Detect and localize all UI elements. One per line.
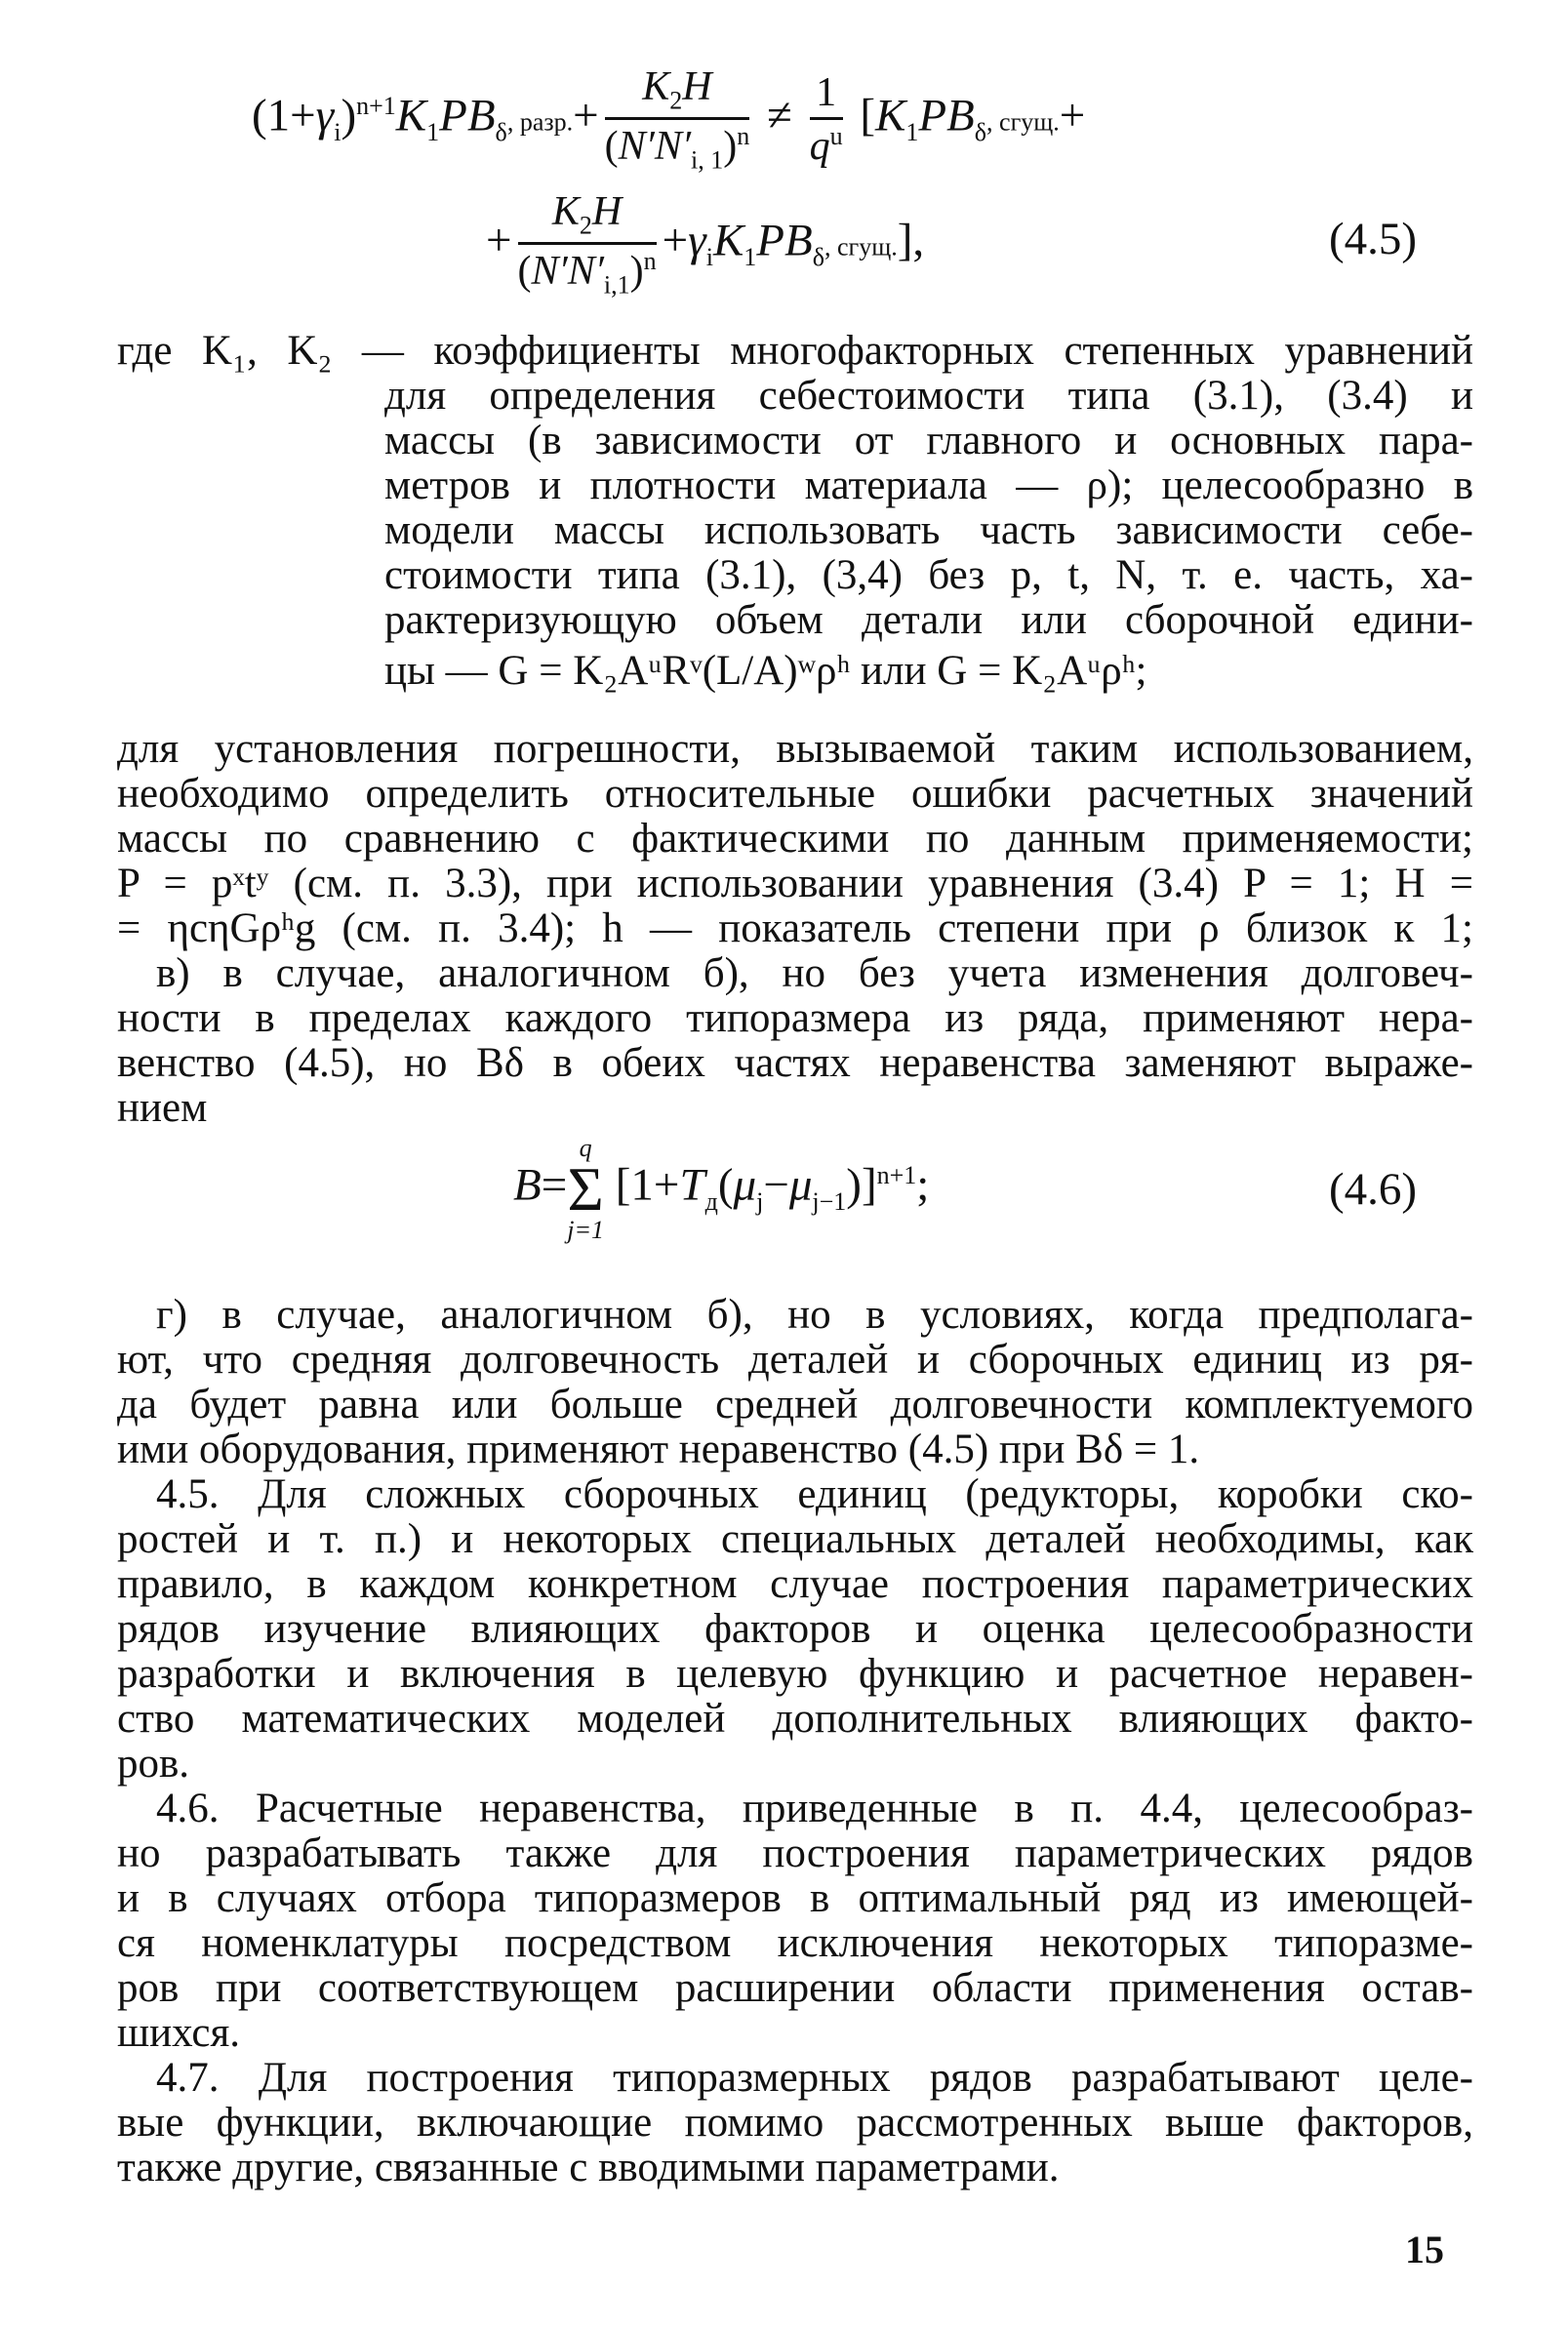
text-line: ся номенклатуры посредством исключения некоторых типоразме- (117, 1920, 1473, 1966)
text-line: стоимости типа (3.1), (3,4) без p, t, N, т. е. часть, ха- (384, 552, 1473, 598)
text-line: ров. (117, 1741, 190, 1787)
text-line: 4.6. Расчетные неравенства, приведенные в п. 4.4, целесообраз- (156, 1786, 1473, 1831)
equation-4-5-line-1: $(1+\gamma_i)^{n+1}K_1PB_\delta$, разр.+ $\frac{K_2H}{(N'N'_{i, 1})^n}$ ≠ $\frac{1}{q^u}$ [$K_1PB_\delta$, сгущ.+ (252, 64, 1086, 175)
equation-4-6: B= q Σ j=1 $[1+T_д(\mu_j-\mu_{j-1})]^{n+1}$; (513, 1134, 930, 1244)
text-line: = ηcηGρʰg (см. п. 3.4); h — показатель степени при ρ близок к 1; (117, 905, 1473, 951)
text-line: 4.7. Для построения типоразмерных рядов разрабатывают целе- (156, 2055, 1473, 2101)
text-line: P = pˣtʸ (см. п. 3.3), при использовании уравнения (3.4) P = 1; H = (117, 861, 1473, 906)
text-line: для установления погрешности, вызываемой таким использованием, (117, 726, 1473, 772)
text-line: но разрабатывать также для построения параметрических рядов (117, 1830, 1473, 1876)
text-line: 4.5. Для сложных сборочных единиц (редукторы, коробки ско- (156, 1471, 1473, 1517)
text-line: также другие, связанные с вводимыми параметрами. (117, 2145, 1060, 2190)
equation-4-5-line-2: + $\frac{K_2H}{(N'N'_{i,1})^n}$ $+\gamma_iK_1PB_\delta$, сгущ.], (486, 189, 925, 300)
text-line: где K₁, K₂ — коэффициенты многофакторных степенных уравнений (117, 328, 1473, 374)
equation-4-6-number: (4.6) (1329, 1164, 1418, 1215)
text-line: и в случаях отбора типоразмеров в оптимальный ряд из имеющей- (117, 1875, 1473, 1921)
text-line: массы (в зависимости от главного и основных пара- (384, 418, 1473, 463)
text-line: необходимо определить относительные ошибки расчетных значений (117, 771, 1473, 817)
text-line: для определения себестоимости типа (3.1), (3.4) и (384, 373, 1473, 419)
text-line: ют, что средняя долговечность деталей и сборочных единиц из ря- (117, 1337, 1473, 1383)
text-line: ростей и т. п.) и некоторых специальных деталей необходимы, как (117, 1516, 1473, 1562)
text-line: вые функции, включающие помимо рассмотренных выше факторов, (117, 2100, 1473, 2146)
text-line: массы по сравнению с фактическими по данным применяемости; (117, 816, 1473, 862)
text-line: метров и плотности материала — ρ); целесообразно в (384, 462, 1473, 508)
text-line: г) в случае, аналогичном б), но в условиях, когда предполага- (156, 1292, 1473, 1338)
text-line: да будет равна или больше средней долговечности комплектуемого (117, 1382, 1473, 1427)
text-line: шихся. (117, 2010, 240, 2056)
text-line: ими оборудования, применяют неравенство (4.5) при Bδ = 1. (117, 1426, 1200, 1472)
text-line: цы — G = K₂AᵘRᵛ(L/A)ʷρʰ или G = K₂Aᵘρʰ; (384, 648, 1147, 694)
text-line: рядов изучение влияющих факторов и оценка целесообразности (117, 1606, 1473, 1652)
text-line: ности в пределах каждого типоразмера из ряда, применяют нера- (117, 995, 1473, 1041)
page-number: 15 (1405, 2228, 1444, 2271)
text-line: нием (117, 1085, 208, 1131)
text-line: рактеризующую объем детали или сборочной едини- (384, 597, 1473, 643)
text-line: ство математических моделей дополнительных влияющих факто- (117, 1696, 1473, 1742)
text-line: ров при соответствующем расширении области применения остав- (117, 1965, 1473, 2011)
text-line: венство (4.5), но Bδ в обеих частях неравенства заменяют выраже- (117, 1040, 1473, 1086)
text-line: разработки и включения в целевую функцию и расчетное неравен- (117, 1651, 1473, 1697)
equation-4-5-number: (4.5) (1329, 214, 1418, 264)
text-line: модели массы использовать часть зависимости себе- (384, 507, 1473, 553)
text-line: правило, в каждом конкретном случае построения параметрических (117, 1561, 1473, 1607)
text-line: в) в случае, аналогичном б), но без учета изменения долговеч- (156, 950, 1473, 996)
